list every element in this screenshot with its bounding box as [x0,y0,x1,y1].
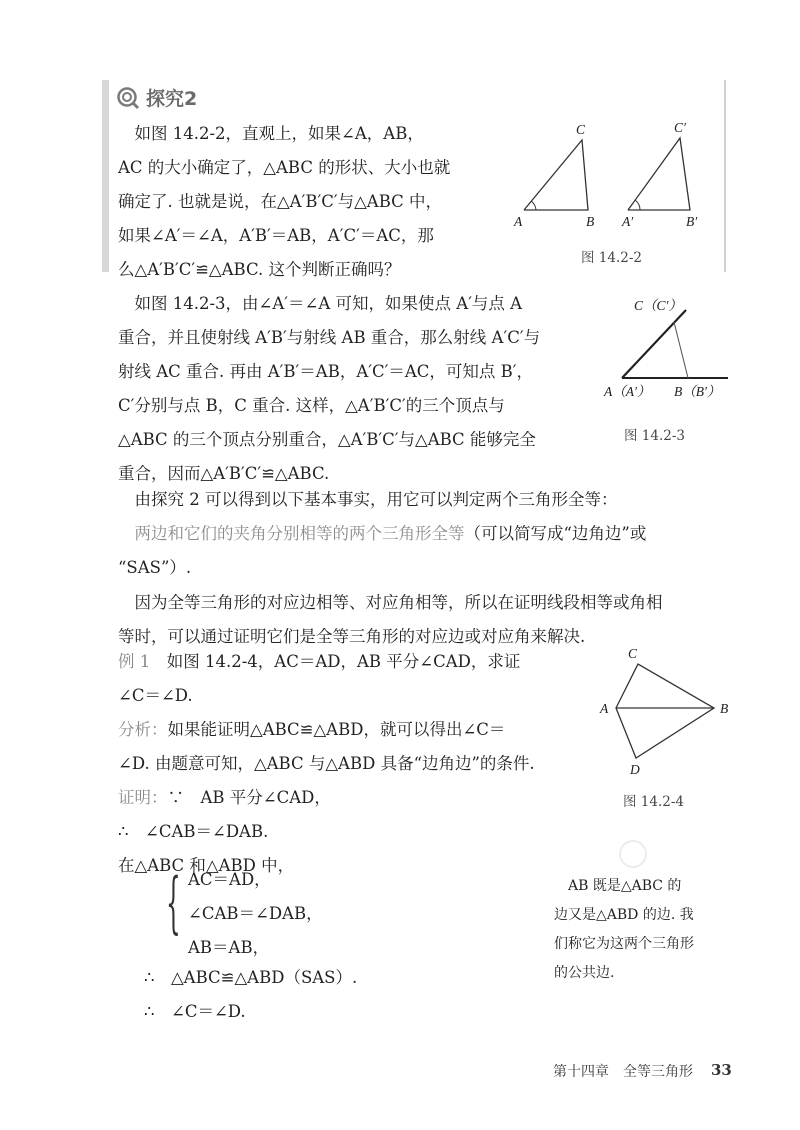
proof-conclusion [144,961,357,1029]
paragraph-line: △ABC 的三个顶点分别重合，△A′B′C′与△ABC 能够完全 [118,430,536,449]
magnifier-icon [116,86,140,110]
example-statement: 如图 14.2-4，AC＝AD，AB 平分∠CAD，求证 [150,652,521,671]
proof-label: 证明： [118,788,168,807]
paragraph-2: 由探究 2 可以得到以下基本事实，用它可以判定两个三角形全等： [118,490,618,509]
note-marker-icon [619,840,647,868]
paragraph-line: 重合，并且使射线 A′B′与射线 AB 重合，那么射线 A′C′与 [118,328,541,347]
angle-a1-mark [635,200,640,210]
segment-bc [674,322,688,378]
note-line: 边又是△ABD 的边. 我 [554,907,694,923]
proof-conditions [188,863,323,965]
figure-14-2-3 [600,290,740,410]
explore-box-bar [102,80,109,272]
proof-step-5: ∴ ∠C＝∠D. [144,1002,246,1021]
explore-heading [116,84,197,111]
explore-line: AC 的大小确定了，△ABC 的形状、大小也就 [118,158,451,177]
label-b1: B′ [686,214,698,229]
page-number: 33 [711,1061,732,1079]
proof-step-1: ∵ AB 平分∠CAD， [167,788,331,807]
label-b: B [720,701,729,716]
condition-line: AC＝AD， [188,870,271,889]
side-note [554,872,694,988]
analysis-label: 分析： [118,720,168,739]
figure-14-2-3-caption: 图 14.2-3 [624,428,686,444]
example-label: 例 1 [118,652,151,671]
analysis-text-end: ∠D. 由题意可知，△ABC 与△ABD 具备“边角边”的条件. [118,754,535,773]
label-c: C [576,122,586,137]
footer-chapter: 第十四章 全等三角形 [553,1064,693,1080]
proof-step-4: ∴ △ABC≌△ABD（SAS）. [144,968,358,987]
figure-14-2-4 [596,642,746,782]
proof-step-2: ∴ ∠CAB＝∠DAB. [118,822,269,841]
system-brace: { [166,864,181,941]
basic-fact-text: 两边和它们的夹角分别相等的两个三角形全等 [118,524,465,543]
label-c: C [628,646,638,661]
explore-title: 探究2 [146,88,198,110]
label-a-a1: A（A′） [604,384,651,399]
label-b-b1: B（B′） [674,384,721,399]
figure-14-2-4-caption: 图 14.2-4 [623,794,685,810]
figure-14-2-2-caption: 图 14.2-2 [581,250,643,266]
explore-line: 如图 14.2-2，直观上，如果∠A，AB， [118,124,424,143]
explore-text [118,117,450,287]
note-line: 的公共边. [554,965,615,981]
explore-line: 如果∠A′＝∠A，A′B′＝AB，A′C′＝AC，那 [118,226,434,245]
label-a1: A′ [622,214,634,229]
label-b: B [586,214,595,229]
basic-fact-note: （可以简写成“边角边”或 [464,524,647,543]
explore-line: 么△A′B′C′≌△ABC. 这个判断正确吗？ [118,260,401,279]
basic-fact [118,517,646,585]
label-c-c1: C（C′） [634,298,682,313]
paragraph-line: 如图 14.2-3，由∠A′＝∠A 可知，如果使点 A′与点 A [118,294,523,313]
triangle-abc [524,140,588,210]
condition-line: AB＝AB， [188,938,270,957]
paragraph-line: 重合，因而△A′B′C′≌△ABC. [118,464,330,483]
paragraph-line: 因为全等三角形的对应边相等、对应角相等，所以在证明线段相等或角相 [118,593,663,612]
explore-line: 确定了. 也就是说，在△A′B′C′与△ABC 中， [118,192,442,211]
analysis-text: 如果能证明△ABC≌△ABD，就可以得出∠C＝ [167,720,506,739]
ray-ac [622,310,686,378]
paragraph-line: 等时，可以通过证明它们是全等三角形的对应边或对应角来解决. [118,627,586,646]
label-a: A [600,701,609,716]
figure-14-2-2 [510,118,720,230]
paragraph-1 [118,287,540,491]
quadrilateral-acbd [616,664,714,758]
label-d: D [630,762,640,777]
example-statement-end: ∠C＝∠D. [118,686,193,705]
explore-box-border [724,80,726,272]
condition-line: ∠CAB＝∠DAB， [188,904,323,923]
angle-a-mark [531,201,536,210]
paragraph-3 [118,586,663,654]
paragraph-line: C′分别与点 B，C 重合. 这样，△A′B′C′的三个顶点与 [118,396,505,415]
label-a: A [514,214,523,229]
label-c1: C′ [674,120,686,135]
example-1 [118,645,535,883]
paragraph-line: 射线 AC 重合. 再由 A′B′＝AB，A′C′＝AC，可知点 B′， [118,362,534,381]
proof-step-3: 在△ABC 和△ABD 中， [118,856,295,875]
triangle-a1b1c1 [628,138,690,210]
note-line: 们称它为这两个三角形 [554,936,694,952]
note-line: AB 既是△ABC 的 [554,878,682,894]
basic-fact-abbrev: “SAS”）. [118,558,192,577]
